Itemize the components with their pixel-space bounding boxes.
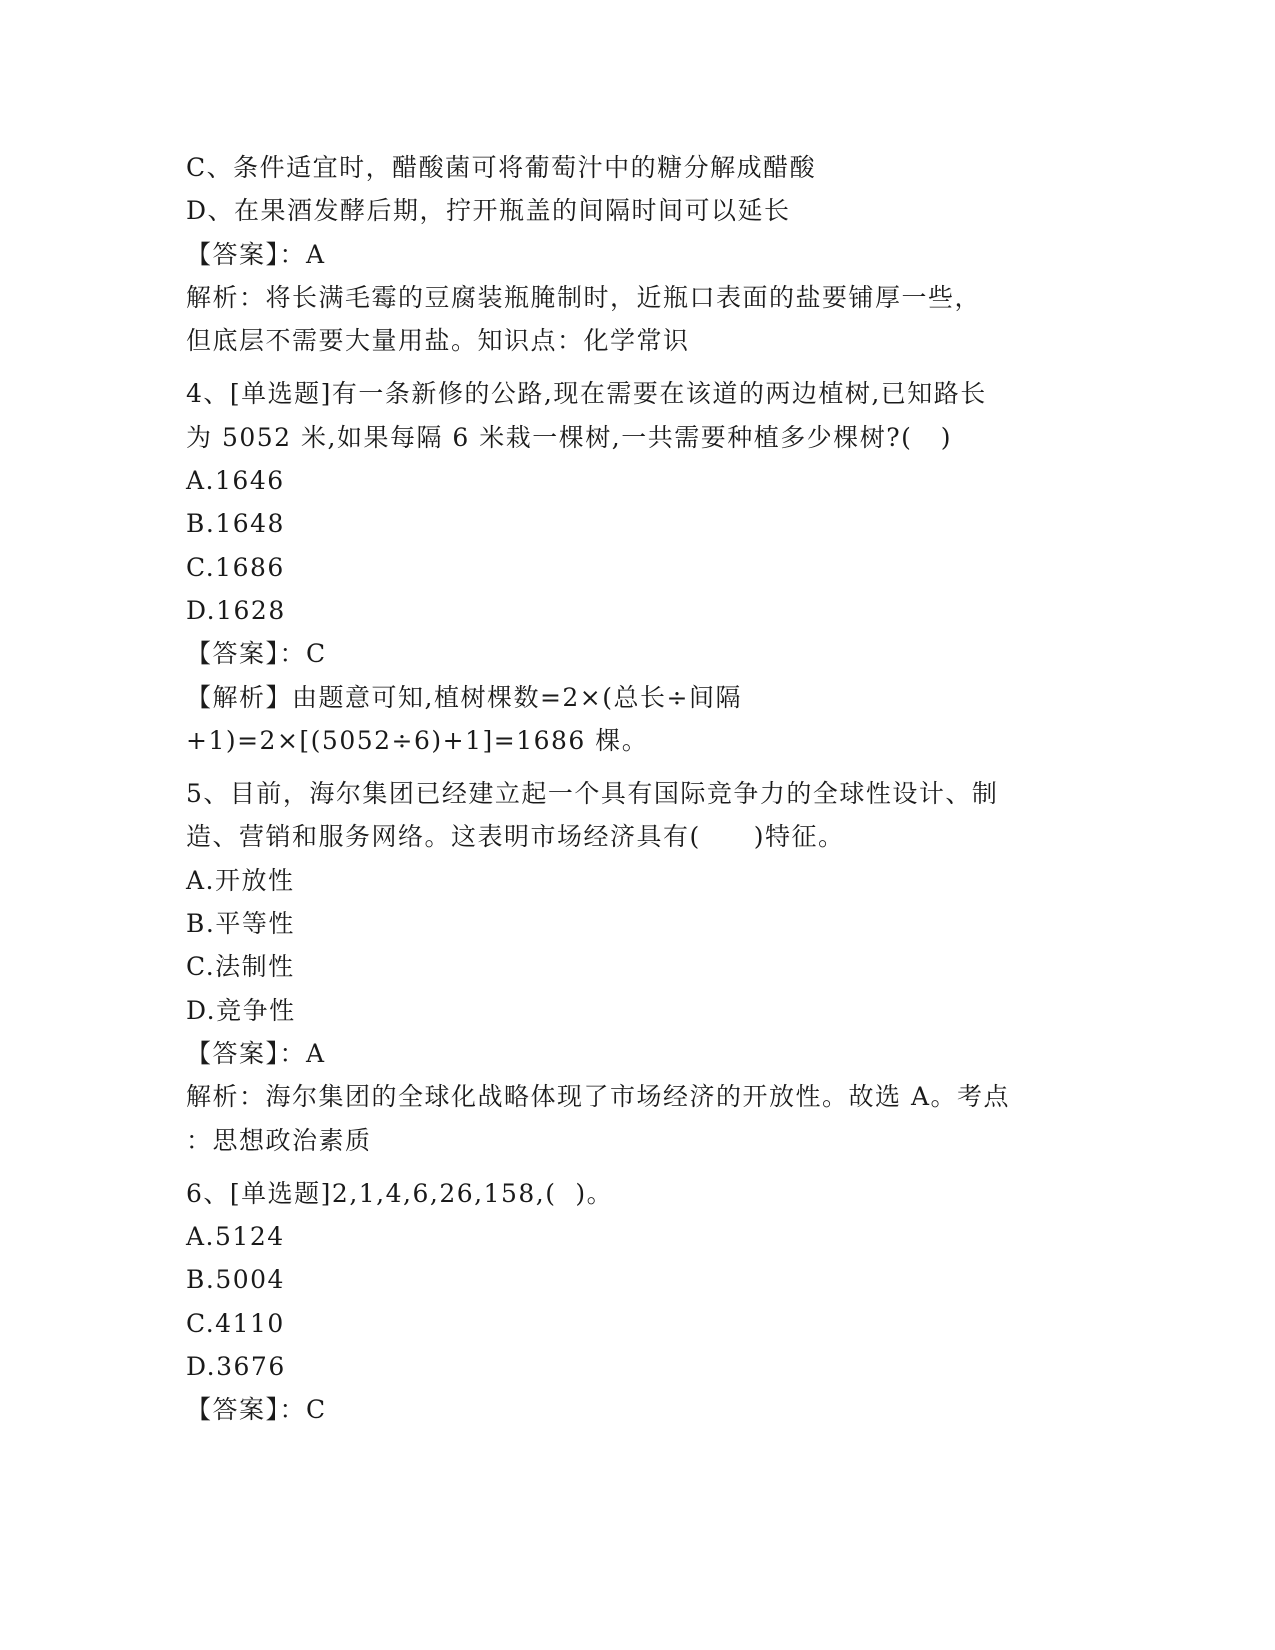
- answer: 【答案】：A: [186, 239, 326, 269]
- option-d: D.3676: [186, 1352, 286, 1382]
- explanation-line: +1)=2×[(5052÷6)+1]=1686 棵。: [186, 725, 649, 755]
- option-a: A.1646: [186, 466, 285, 496]
- question-stem: 为 5052 米,如果每隔 6 米栽一棵树,一共需要种植多少棵树?( ): [186, 422, 952, 452]
- spacer: [186, 762, 1096, 772]
- answer: 【答案】：C: [186, 639, 327, 669]
- option-c: C.法制性: [186, 952, 295, 982]
- option-a: A.开放性: [186, 865, 295, 895]
- explanation-line: 解析：海尔集团的全球化战略体现了市场经济的开放性。故选 A。考点: [186, 1082, 1011, 1112]
- question-stem: 6、[单选题]2,1,4,6,26,158,( )。: [186, 1178, 614, 1208]
- option-d: D.1628: [186, 595, 286, 625]
- explanation-line: 【解析】由题意可知,植树棵数=2×(总长÷间隔: [186, 682, 742, 712]
- option-d: D、在果酒发酵后期，拧开瓶盖的间隔时间可以延长: [186, 196, 791, 226]
- explanation-line: 解析：将长满毛霉的豆腐装瓶腌制时，近瓶口表面的盐要铺厚一些，: [186, 282, 982, 312]
- spacer: [186, 362, 1096, 372]
- question-3-tail: [186, 146, 1096, 362]
- question-stem: 5、目前，海尔集团已经建立起一个具有国际竞争力的全球性设计、制: [186, 779, 999, 809]
- answer: 【答案】：A: [186, 1038, 326, 1068]
- option-d: D.竞争性: [186, 995, 296, 1025]
- option-b: B.1648: [186, 509, 285, 539]
- question-5: [186, 772, 1096, 1162]
- page-content: [186, 146, 1096, 1432]
- option-b: B.平等性: [186, 909, 295, 939]
- question-6: [186, 1172, 1096, 1432]
- option-b: B.5004: [186, 1265, 285, 1295]
- explanation-line: ：思想政治素质: [186, 1125, 372, 1155]
- question-4: [186, 372, 1096, 762]
- question-stem: 造、营销和服务网络。这表明市场经济具有( )特征。: [186, 822, 845, 852]
- option-c: C、条件适宜时，醋酸菌可将葡萄汁中的糖分解成醋酸: [186, 153, 817, 182]
- answer: 【答案】：C: [186, 1395, 327, 1425]
- option-a: A.5124: [186, 1222, 285, 1252]
- spacer: [186, 1162, 1096, 1172]
- question-stem: 4、[单选题]有一条新修的公路,现在需要在该道的两边植树,已知路长: [186, 379, 987, 409]
- option-c: C.4110: [186, 1308, 285, 1338]
- option-c: C.1686: [186, 552, 285, 582]
- explanation-line: 但底层不需要大量用盐。知识点：化学常识: [186, 326, 690, 356]
